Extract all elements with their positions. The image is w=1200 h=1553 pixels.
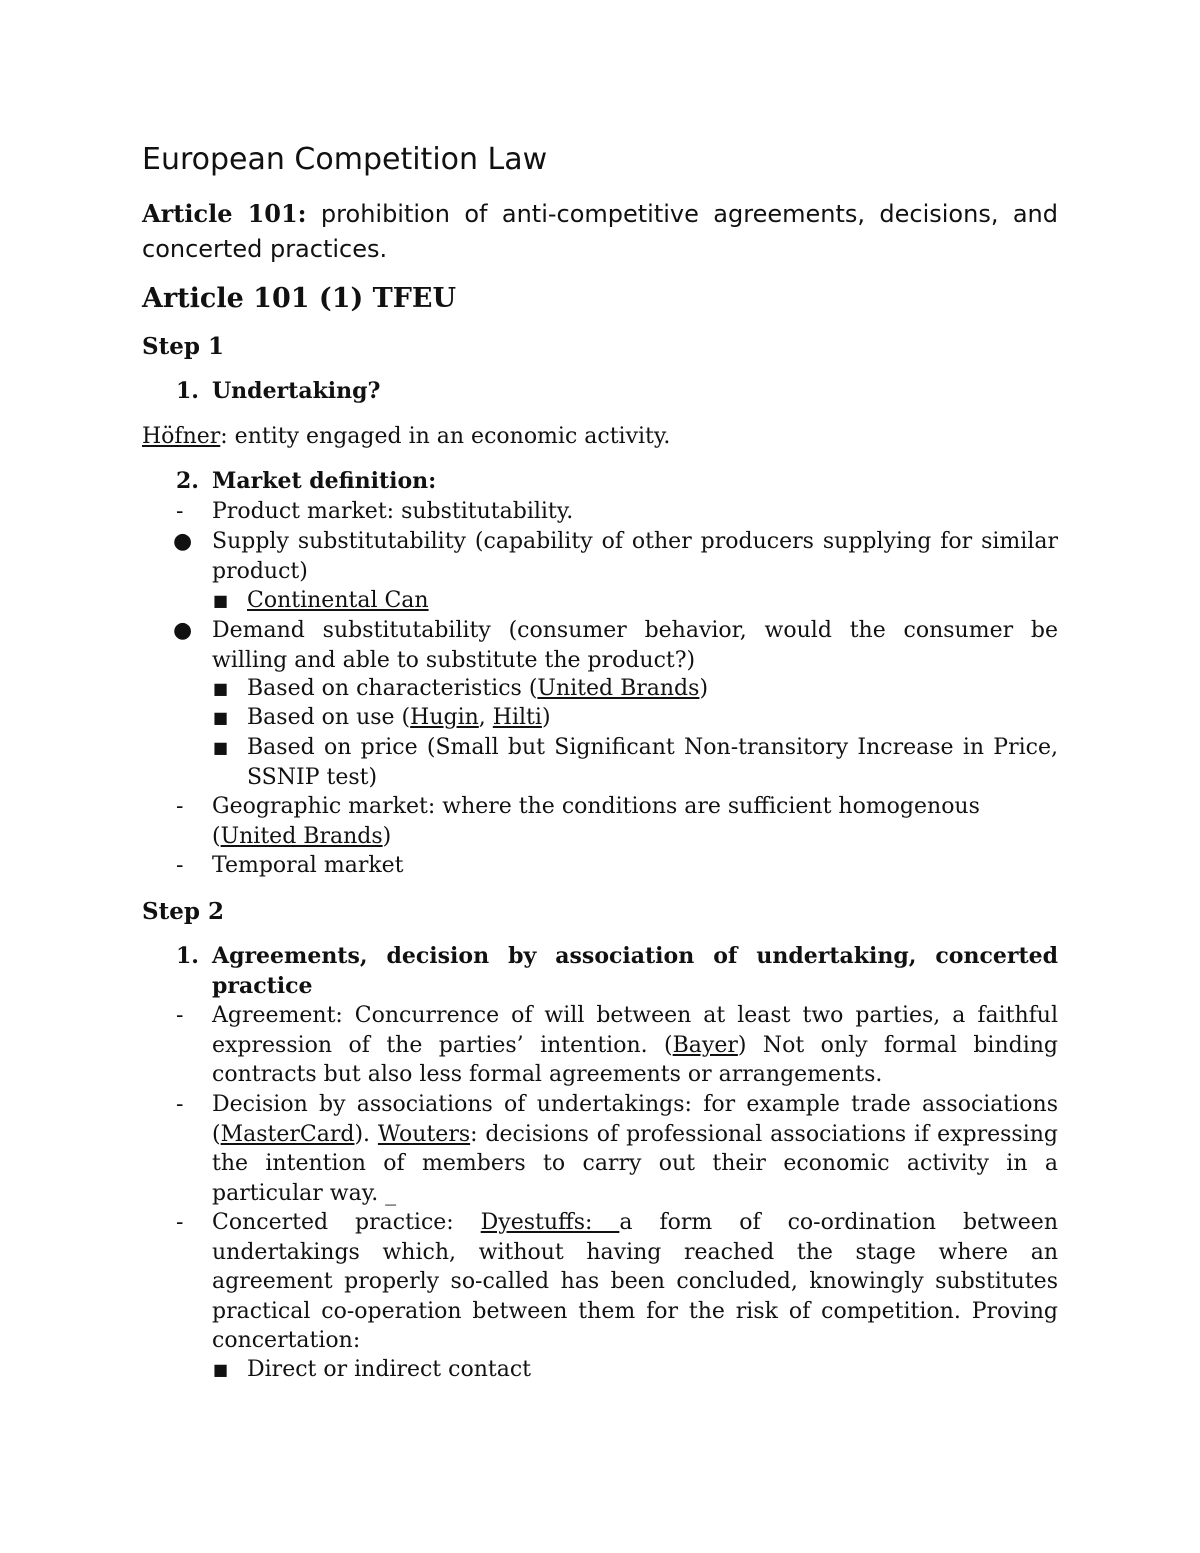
bullet-icon: ● — [173, 618, 193, 643]
list-item-text — [212, 1090, 1058, 1208]
list-item-text: Based on price (Small but Significant Non-transitory Increase in Price, SSNIP test) — [247, 735, 1058, 790]
text-fragment: Agreement: Concurrence of will between at least two parties, a faithful expression of the parties’ intention. ( — [212, 1003, 1058, 1058]
list-item-text: Demand substitutability (consumer behavior, would the consumer be willing and able to substitute the product?) — [212, 618, 1058, 673]
hofner-text: : entity engaged in an economic activity. — [220, 424, 671, 449]
square-bullet-icon: ■ — [213, 1360, 229, 1379]
intro-text: prohibition of anti-competitive agreements, decisions, and concerted practices. — [142, 200, 1058, 263]
text-fragment: ) Not only formal binding contracts but also less formal agreements or arrangements. — [212, 1032, 1058, 1088]
square-bullet-icon: ■ — [213, 708, 229, 727]
text-fragment: ). — [354, 1121, 378, 1147]
text-fragment: ( — [212, 823, 221, 849]
text-fragment: ) — [382, 823, 392, 849]
case-link-mastercard[interactable]: MasterCard — [220, 1121, 355, 1147]
list-item-text: Agreements, decision by association of undertaking, concerted practice — [212, 943, 1058, 999]
dash-bullet: - — [176, 1092, 184, 1117]
list-item-text: Product market: substitutability. — [212, 499, 574, 524]
hofner-paragraph — [142, 422, 670, 452]
case-link-hofner[interactable]: Höfner — [142, 424, 221, 449]
case-link-hugin[interactable]: Hugin — [410, 705, 479, 730]
dash-bullet: - — [176, 794, 184, 819]
list-item-text — [212, 1001, 1058, 1090]
text-fragment: , — [478, 705, 493, 730]
document-title: European Competition Law — [142, 142, 548, 177]
step2-heading: Step 2 — [142, 898, 224, 925]
list-item-text — [212, 792, 1058, 851]
intro-paragraph — [142, 196, 1058, 267]
list-item-text: Temporal market — [212, 853, 404, 878]
text-fragment: Concerted practice: — [212, 1210, 481, 1235]
intro-lead: Article 101: — [142, 199, 307, 228]
case-link-continental-can[interactable]: Continental Can — [247, 588, 429, 613]
square-bullet-icon: ■ — [213, 679, 229, 698]
list-item-text — [247, 703, 1058, 733]
list-item-text: Direct or indirect contact — [247, 1357, 531, 1382]
text-fragment: Based on use ( — [247, 705, 411, 730]
list-number: 1. — [176, 378, 199, 404]
step1-heading: Step 1 — [142, 333, 224, 360]
text-fragment: : decisions of professional associations if expressing the intention of members to carry out their economic activity in a particular way. _ — [212, 1121, 1058, 1206]
dash-bullet: - — [176, 499, 184, 524]
case-link-hilti[interactable]: Hilti — [492, 705, 542, 730]
case-link-wouters[interactable]: Wouters — [377, 1121, 471, 1147]
text-fragment: a form of co-ordination between undertakings which, without having reached the stage where an agreement properly so-called has been concluded, knowingly substitutes practical co-operation between them for the risk of competition. Proving concertation: — [212, 1210, 1058, 1354]
bullet-icon: ● — [173, 529, 193, 554]
text-fragment: ) — [699, 676, 709, 701]
list-item-text: Supply substitutability (capability of other producers supplying for similar product) — [212, 529, 1058, 584]
text-fragment: ) — [541, 705, 551, 730]
square-bullet-icon: ■ — [213, 738, 229, 757]
list-item-text: Market definition: — [212, 468, 437, 494]
list-number: 2. — [176, 468, 199, 494]
text-fragment: Based on characteristics ( — [247, 676, 538, 701]
dash-bullet: - — [176, 1210, 184, 1235]
case-link-united-brands[interactable]: United Brands — [220, 823, 383, 849]
list-number: 1. — [176, 943, 199, 969]
text-fragment: Decision by associations of undertakings: for example trade associations ( — [212, 1092, 1058, 1147]
dash-bullet: - — [176, 1003, 184, 1028]
section-heading: Article 101 (1) TFEU — [142, 283, 457, 314]
case-link-bayer[interactable]: Bayer — [672, 1032, 738, 1058]
dash-bullet: - — [176, 853, 184, 878]
list-item-text — [247, 674, 1058, 704]
case-link-dyestuffs[interactable]: Dyestuffs: — [480, 1210, 620, 1235]
list-item-text: Undertaking? — [212, 378, 381, 404]
text-fragment: Geographic market: where the conditions are sufficient homogenous — [212, 794, 980, 819]
list-item-text — [212, 1208, 1058, 1356]
case-link-united-brands[interactable]: United Brands — [537, 676, 700, 701]
square-bullet-icon: ■ — [213, 591, 229, 610]
